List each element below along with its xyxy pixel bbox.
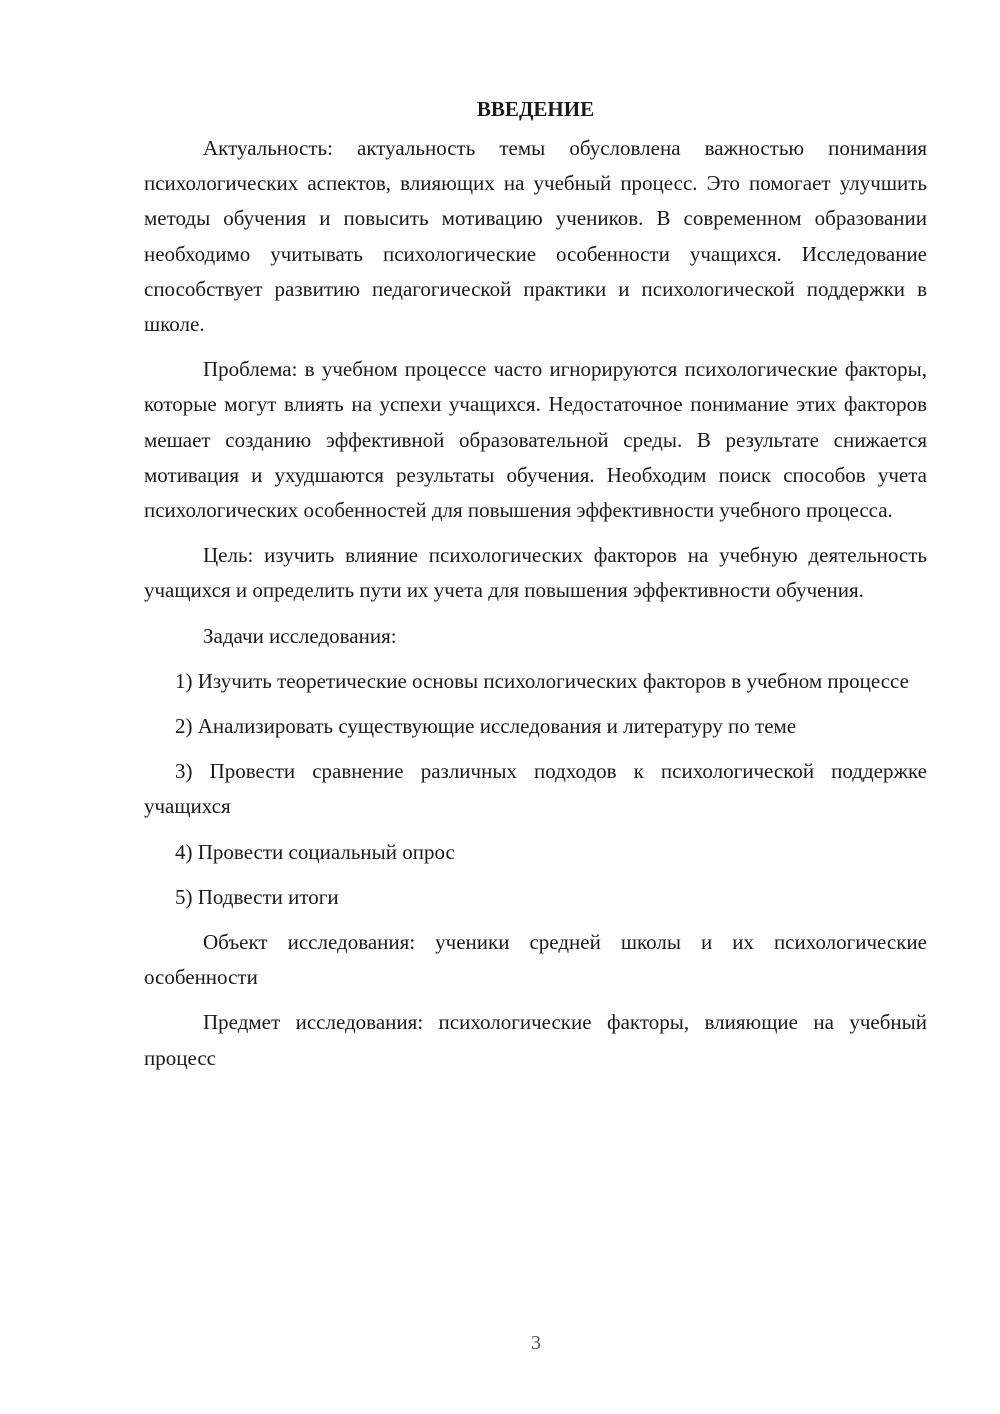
relevance-paragraph: Актуальность: актуальность темы обусловлена важностью понимания психологических аспектов, влияющих на учебный процесс. Это помогает улучшить методы обучения и повысить мотивацию учеников. В современном образовании необходимо учитывать психологические особенности учащихся. Исследование способствует развитию педагогической практики и психологической поддержки в школе. (144, 136, 927, 337)
task-item: 1) Изучить теоретические основы психологических факторов в учебном процессе (175, 668, 909, 693)
task-item: 5) Подвести итоги (175, 884, 339, 909)
section-title: ВВЕДЕНИЕ (476, 97, 595, 121)
task-item: 3) Провести сравнение различных подходов к психологической поддержке учащихся (144, 759, 927, 819)
subject-paragraph: Предмет исследования: психологические факторы, влияющие на учебный процесс (144, 1010, 927, 1070)
task-item: 2) Анализировать существующие исследования и литературу по теме (175, 714, 797, 739)
problem-paragraph: Проблема: в учебном процессе часто игнорируются психологические факторы, которые могут влиять на успехи учащихся. Недостаточное понимание этих факторов мешает созданию эффективной образовательной среды. В результате снижается мотивация и ухудшаются результаты обучения. Необходим поиск способов учета психологических особенностей для повышения эффективности учебного процесса. (144, 357, 927, 523)
goal-paragraph: Цель: изучить влияние психологических факторов на учебную деятельность учащихся и определить пути их учета для повышения эффективности обучения. (144, 543, 927, 603)
task-item: 4) Провести социальный опрос (175, 839, 455, 864)
tasks-heading: Задачи исследования: (203, 623, 397, 648)
page-number: 3 (531, 1332, 541, 1354)
document-page (144, 92, 927, 1086)
object-paragraph: Объект исследования: ученики средней школы и их психологические особенности (144, 930, 927, 990)
